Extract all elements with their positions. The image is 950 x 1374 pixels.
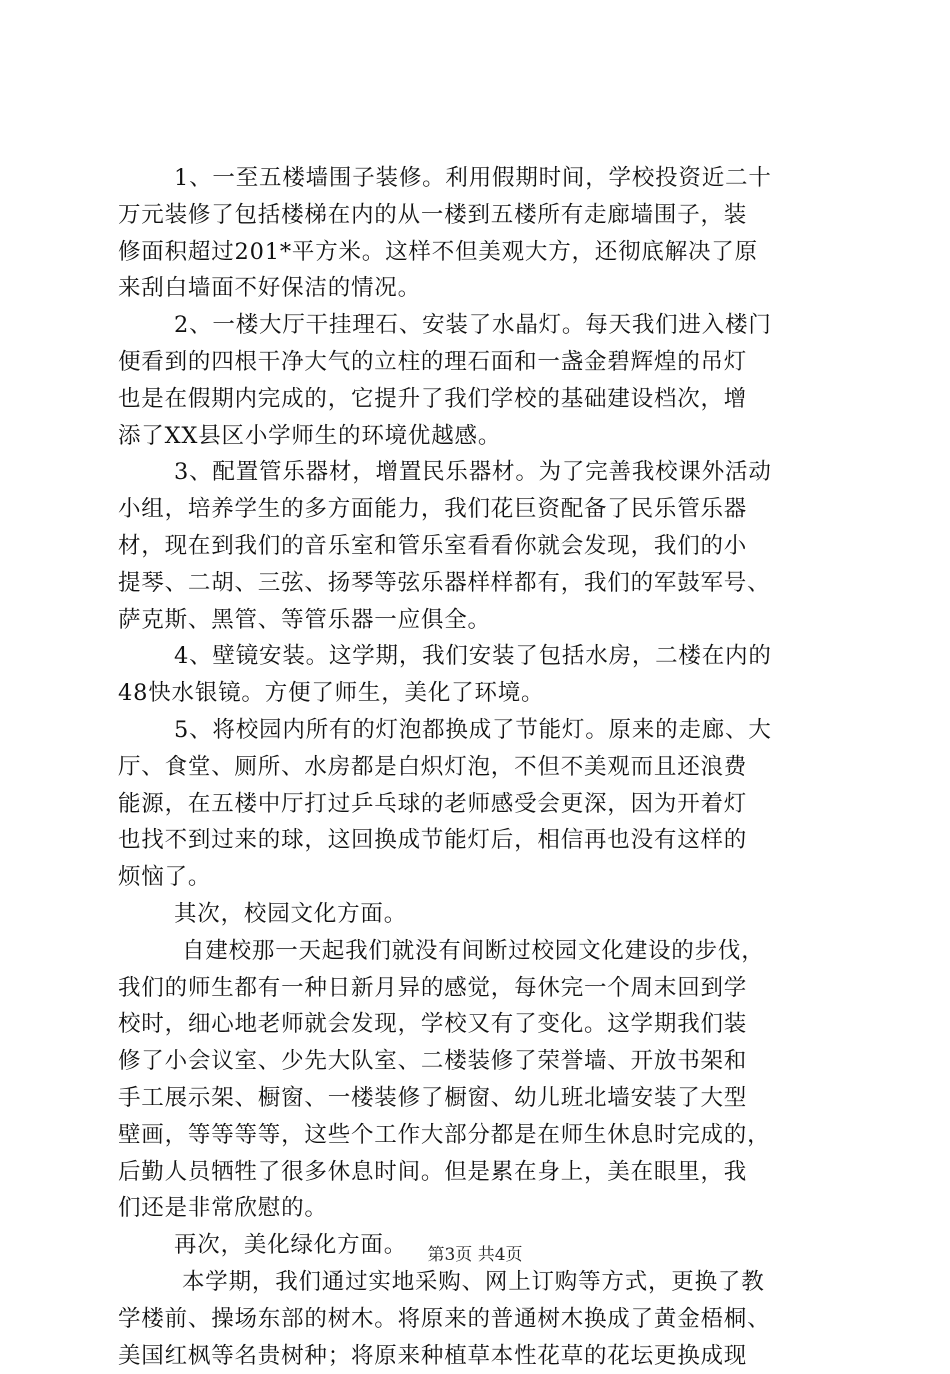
text-line: 学楼前、操场东部的树木。将原来的普通树木换成了黄金梧桐、 bbox=[118, 1301, 838, 1338]
text-line: 再次，美化绿化方面。 bbox=[118, 1227, 838, 1264]
text-line: 萨克斯、黑管、等管乐器一应俱全。 bbox=[118, 602, 838, 639]
text-line: 提琴、二胡、三弦、扬琴等弦乐器样样都有，我们的军鼓军号、 bbox=[118, 565, 838, 602]
text-line: 烦恼了。 bbox=[118, 859, 838, 896]
text-line: 也找不到过来的球，这回换成节能灯后，相信再也没有这样的 bbox=[118, 822, 838, 859]
text-line: 能源，在五楼中厅打过乒乓球的老师感受会更深，因为开着灯 bbox=[118, 786, 838, 823]
text-line: 万元装修了包括楼梯在内的从一楼到五楼所有走廊墙围子，装 bbox=[118, 197, 838, 234]
text-line: 添了XX县区小学师生的环境优越感。 bbox=[118, 418, 838, 455]
text-line: 手工展示架、橱窗、一楼装修了橱窗、幼儿班北墙安装了大型 bbox=[118, 1080, 838, 1117]
text-line: 本学期，我们通过实地采购、网上订购等方式，更换了教 bbox=[118, 1264, 838, 1301]
text-line: 壁画，等等等等，这些个工作大部分都是在师生休息时完成的， bbox=[118, 1117, 838, 1154]
text-line: 校时，细心地老师就会发现，学校又有了变化。这学期我们装 bbox=[118, 1006, 838, 1043]
text-line: 4、壁镜安装。这学期，我们安装了包括水房，二楼在内的 bbox=[118, 638, 838, 675]
text-line: 美国红枫等名贵树种；将原来种植草本性花草的花坛更换成现 bbox=[118, 1338, 838, 1374]
text-line: 其次，校园文化方面。 bbox=[118, 896, 838, 933]
text-line: 们还是非常欣慰的。 bbox=[118, 1190, 838, 1227]
text-line: 自建校那一天起我们就没有间断过校园文化建设的步伐， bbox=[118, 933, 838, 970]
text-line: 后勤人员牺牲了很多休息时间。但是累在身上，美在眼里，我 bbox=[118, 1154, 838, 1191]
text-line: 来刮白墙面不好保洁的情况。 bbox=[118, 270, 838, 307]
page-number-footer: 第3页 共4页 bbox=[0, 1243, 950, 1267]
text-line: 3、配置管乐器材，增置民乐器材。为了完善我校课外活动 bbox=[118, 454, 838, 491]
text-line: 我们的师生都有一种日新月异的感觉，每休完一个周末回到学 bbox=[118, 970, 838, 1007]
text-line: 便看到的四根干净大气的立柱的理石面和一盏金碧辉煌的吊灯 bbox=[118, 344, 838, 381]
text-line: 1、一至五楼墙围子装修。利用假期时间，学校投资近二十 bbox=[118, 160, 838, 197]
text-line: 修面积超过201*平方米。这样不但美观大方，还彻底解决了原 bbox=[118, 234, 838, 271]
text-line: 材，现在到我们的音乐室和管乐室看看你就会发现，我们的小 bbox=[118, 528, 838, 565]
text-line: 2、一楼大厅干挂理石、安装了水晶灯。每天我们进入楼门 bbox=[118, 307, 838, 344]
text-line: 修了小会议室、少先大队室、二楼装修了荣誉墙、开放书架和 bbox=[118, 1043, 838, 1080]
text-line: 厅、食堂、厕所、水房都是白炽灯泡，不但不美观而且还浪费 bbox=[118, 749, 838, 786]
text-line: 小组，培养学生的多方面能力，我们花巨资配备了民乐管乐器 bbox=[118, 491, 838, 528]
text-line: 也是在假期内完成的，它提升了我们学校的基础建设档次，增 bbox=[118, 381, 838, 418]
text-line: 5、将校园内所有的灯泡都换成了节能灯。原来的走廊、大 bbox=[118, 712, 838, 749]
document-body bbox=[118, 160, 838, 1374]
text-line: 48快水银镜。方便了师生，美化了环境。 bbox=[118, 675, 838, 712]
